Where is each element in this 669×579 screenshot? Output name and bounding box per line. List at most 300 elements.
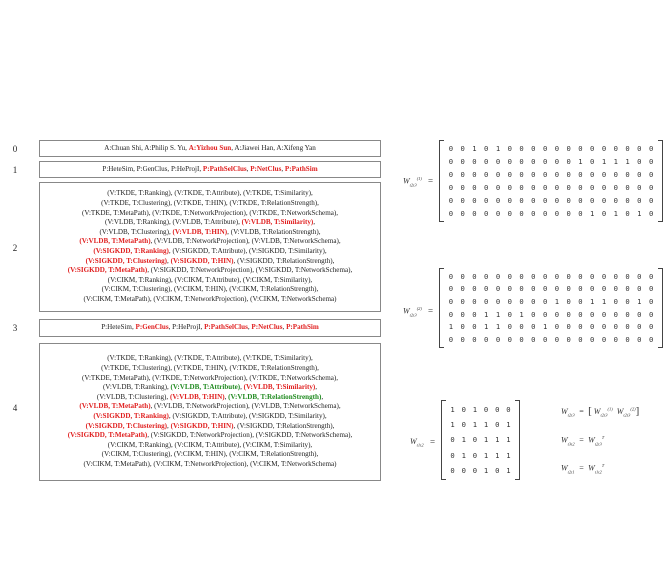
matrix-cell: 0 bbox=[460, 182, 465, 192]
matrix-cell: 0 bbox=[648, 271, 654, 281]
matrix-cell: 0 bbox=[542, 143, 548, 153]
highlighted-term: (V:SIGKDD, T:MetaPath) bbox=[67, 266, 148, 275]
text-line bbox=[43, 383, 377, 393]
matrix-cell: 0 bbox=[460, 143, 465, 153]
matrix-cell: 0 bbox=[637, 335, 642, 345]
matrix-cell: 0 bbox=[578, 322, 583, 332]
matrix-cell: 0 bbox=[648, 335, 654, 345]
matrix-cell: 0 bbox=[448, 195, 454, 205]
matrix-cell: 0 bbox=[625, 208, 630, 218]
matrix-cell: 0 bbox=[566, 297, 571, 307]
matrix-cell: 0 bbox=[637, 169, 642, 179]
matrix-cell: 0 bbox=[460, 156, 465, 166]
matrix-cell: 0 bbox=[637, 284, 642, 294]
matrix-cell: 0 bbox=[590, 309, 595, 319]
matrix-cell: 0 bbox=[519, 284, 524, 294]
matrix-cell: 0 bbox=[578, 143, 583, 153]
relation-1: $W_{t2t3}$ = [ $W_{t2t3}^{(1)}$ $W_{t2t3}^{(2)}$] bbox=[561, 405, 640, 418]
highlighted-term: (V:SIGKDD, T:HIN) bbox=[170, 256, 234, 265]
highlighted-term: (V:VLDB, T:Similarity) bbox=[241, 218, 314, 227]
text-line bbox=[43, 393, 377, 403]
row-box-0 bbox=[39, 140, 381, 157]
equals-sign: = bbox=[428, 306, 434, 316]
matrix-cell: 0 bbox=[637, 156, 642, 166]
matrix-cell: 0 bbox=[590, 284, 595, 294]
matrix-cell: 0 bbox=[542, 309, 548, 319]
matrix-cell: 0 bbox=[590, 335, 595, 345]
term-text: , bbox=[246, 164, 251, 173]
matrix-cell: 0 bbox=[495, 465, 500, 475]
matrix-left-bracket bbox=[439, 140, 444, 222]
matrix-cell: 0 bbox=[507, 156, 512, 166]
matrix-cell: 0 bbox=[648, 322, 654, 332]
matrix-cell: 0 bbox=[601, 182, 607, 192]
matrix-cell: 0 bbox=[542, 297, 548, 307]
text-line bbox=[43, 285, 377, 295]
matrix-cell: 0 bbox=[648, 143, 654, 153]
matrix-cell: 0 bbox=[531, 297, 536, 307]
highlighted-term: P:PathSelClus bbox=[202, 164, 247, 173]
matrix-cell: 0 bbox=[625, 143, 630, 153]
matrix-cell: 0 bbox=[460, 195, 465, 205]
matrix-cell: 0 bbox=[542, 156, 548, 166]
row-index-2: 2 bbox=[12, 243, 18, 253]
matrix-cell: 0 bbox=[461, 420, 466, 430]
matrix-right-bracket bbox=[515, 400, 520, 480]
term-text: (V:CIKM, T:Ranking), (V:CIKM, T:Attribute), (V:CIKM, T:Similarity), bbox=[107, 440, 313, 449]
term-text: , bbox=[167, 256, 171, 265]
term-text: , (V:VLDB, T:NetworkProjection), (V:VLDB, T:NetworkSchema), bbox=[150, 402, 341, 411]
matrix-cell: 0 bbox=[519, 143, 524, 153]
matrix-cell: 1 bbox=[472, 420, 478, 430]
matrix-cell: 1 bbox=[506, 435, 511, 445]
term-text: , bbox=[315, 383, 318, 392]
matrix-cell: 0 bbox=[484, 284, 489, 294]
matrix-cell: 0 bbox=[472, 182, 477, 192]
matrix-cell: 0 bbox=[648, 309, 654, 319]
text-line bbox=[43, 276, 377, 286]
term-text: (V:TKDE, T:Ranking), (V:TKDE, T:Attribute), (V:TKDE, T:Similarity), bbox=[107, 189, 313, 198]
matrix-cell: 0 bbox=[637, 143, 642, 153]
matrix-cell: 1 bbox=[484, 322, 489, 332]
term-text: A:Chuan Shi, A:Philip S. Yu, bbox=[104, 143, 189, 152]
matrix-cell: 0 bbox=[519, 335, 524, 345]
matrix-left-bracket bbox=[439, 268, 444, 348]
matrix-cell: 1 bbox=[495, 309, 501, 319]
matrix-cell: 0 bbox=[613, 335, 618, 345]
matrix-right-bracket bbox=[658, 268, 663, 348]
matrix-w3-label: $W_{t1t2}$ bbox=[410, 437, 424, 448]
matrix-cell: 0 bbox=[554, 143, 560, 153]
matrix-cell: 0 bbox=[507, 271, 512, 281]
term-text: (V:TKDE, T:MetaPath), (V:TKDE, T:NetworkProjection), (V:TKDE, T:NetworkSchema), bbox=[81, 373, 339, 382]
matrix-cell: 0 bbox=[460, 208, 465, 218]
matrix-cell: 0 bbox=[507, 195, 512, 205]
matrix-cell: 0 bbox=[637, 309, 642, 319]
matrix-cell: 0 bbox=[566, 208, 571, 218]
matrix-cell: 0 bbox=[531, 182, 536, 192]
term-text: P:HeteSim, bbox=[101, 323, 136, 332]
highlighted-term: (V:VLDB, T:MetaPath) bbox=[79, 237, 151, 246]
matrix-w1-label: $W_{t2t3}^{(1)}$ bbox=[403, 176, 422, 188]
matrix-cell: 0 bbox=[566, 309, 571, 319]
highlighted-term: (V:SIGKDD, T:MetaPath) bbox=[67, 431, 148, 440]
matrix-cell: 1 bbox=[483, 420, 489, 430]
text-line bbox=[43, 460, 377, 470]
term-text: (V:CIKM, T:Clustering), (V:CIKM, T:HIN), (V:CIKM, T:RelationStrength), bbox=[101, 285, 319, 294]
matrix-cell: 0 bbox=[542, 182, 548, 192]
text-line bbox=[43, 257, 377, 267]
term-text: (V:TKDE, T:Clustering), (V:TKDE, T:HIN), (V:TKDE, T:RelationStrength), bbox=[101, 199, 319, 208]
matrix-cell: 1 bbox=[637, 208, 642, 218]
matrix-cell: 0 bbox=[448, 156, 454, 166]
term-text: , bbox=[313, 218, 316, 227]
highlighted-term: (V:VLDB, T:Similarity) bbox=[243, 383, 316, 392]
matrix-cell: 1 bbox=[601, 297, 607, 307]
matrix-cell: 0 bbox=[448, 309, 454, 319]
matrix-cell: 0 bbox=[484, 271, 489, 281]
matrix-cell: 0 bbox=[507, 297, 512, 307]
term-text: , A:Jiawei Han, A:Xifeng Yan bbox=[231, 143, 316, 152]
highlighted-term: (V:SIGKDD, T:Ranking) bbox=[93, 247, 169, 255]
matrix-cell: 0 bbox=[578, 335, 583, 345]
matrix-w2-label: $W_{t2t3}^{(2)}$ bbox=[403, 306, 422, 318]
matrix-cell: 0 bbox=[460, 322, 465, 332]
matrix-cell: 1 bbox=[578, 156, 583, 166]
matrix-cell: 0 bbox=[648, 195, 654, 205]
matrix-cell: 0 bbox=[460, 297, 465, 307]
matrix-cell: 0 bbox=[531, 309, 536, 319]
highlighted-term: (V:SIGKDD, T:Clustering) bbox=[85, 421, 168, 430]
matrix-cell: 0 bbox=[601, 169, 607, 179]
term-text: (V:VLDB, T:Ranking), bbox=[102, 383, 171, 392]
matrix-cell: 1 bbox=[448, 322, 454, 332]
term-text: (V:TKDE, T:Clustering), (V:TKDE, T:HIN), (V:TKDE, T:RelationStrength), bbox=[101, 364, 319, 373]
term-text: (V:VLDB, T:Ranking), (V:VLDB, T:Attribute), bbox=[104, 218, 242, 227]
matrix-cell: 0 bbox=[601, 208, 607, 218]
matrix-cell: 0 bbox=[637, 182, 642, 192]
matrix-grid bbox=[445, 270, 657, 346]
matrix-cell: 0 bbox=[613, 322, 618, 332]
matrix-cell: 0 bbox=[601, 322, 607, 332]
matrix-cell: 1 bbox=[519, 309, 524, 319]
matrix-cell: 0 bbox=[495, 297, 501, 307]
text-line bbox=[43, 295, 377, 305]
matrix-cell: 0 bbox=[483, 404, 489, 414]
matrix-cell: 0 bbox=[578, 309, 583, 319]
term-text: , (V:SIGKDD, T:Attribute), (V:SIGKDD, T:Similarity), bbox=[168, 412, 327, 420]
row-box-4 bbox=[39, 343, 381, 481]
matrix-cell: 0 bbox=[590, 271, 595, 281]
matrix-cell: 0 bbox=[554, 156, 560, 166]
highlighted-term: (V:VLDB, T:HIN) bbox=[169, 392, 225, 401]
matrix-cell: 1 bbox=[625, 156, 630, 166]
matrix-cell: 0 bbox=[519, 156, 524, 166]
matrix-cell: 0 bbox=[472, 169, 477, 179]
matrix-w1 bbox=[439, 140, 663, 222]
matrix-cell: 1 bbox=[601, 156, 607, 166]
text-line bbox=[43, 422, 377, 432]
matrix-cell: 0 bbox=[472, 297, 477, 307]
matrix-cell: 0 bbox=[648, 284, 654, 294]
matrix-cell: 0 bbox=[472, 435, 478, 445]
text-line bbox=[43, 237, 377, 247]
text-line bbox=[43, 228, 377, 238]
matrix-cell: 1 bbox=[590, 297, 595, 307]
matrix-cell: 0 bbox=[507, 335, 512, 345]
term-text: , P:HeProjI, bbox=[168, 323, 205, 332]
matrix-cell: 0 bbox=[590, 169, 595, 179]
matrix-cell: 1 bbox=[461, 450, 466, 460]
matrix-cell: 0 bbox=[531, 169, 536, 179]
matrix-cell: 1 bbox=[483, 435, 489, 445]
matrix-cell: 0 bbox=[507, 309, 512, 319]
matrix-cell: 0 bbox=[484, 182, 489, 192]
matrix-cell: 0 bbox=[507, 169, 512, 179]
matrix-cell: 0 bbox=[460, 309, 465, 319]
matrix-cell: 0 bbox=[448, 182, 454, 192]
matrix-cell: 0 bbox=[625, 335, 630, 345]
matrix-cell: 0 bbox=[519, 271, 524, 281]
matrix-cell: 0 bbox=[613, 169, 618, 179]
matrix-cell: 0 bbox=[461, 465, 466, 475]
matrix-cell: 1 bbox=[472, 404, 478, 414]
highlighted-term: P:PathSelClus bbox=[204, 323, 248, 332]
matrix-cell: 0 bbox=[507, 322, 512, 332]
matrix-right-bracket bbox=[658, 140, 663, 222]
matrix-cell: 0 bbox=[554, 169, 560, 179]
matrix-cell: 0 bbox=[625, 284, 630, 294]
matrix-cell: 0 bbox=[450, 435, 455, 445]
matrix-w2 bbox=[439, 268, 663, 348]
matrix-cell: 0 bbox=[507, 143, 512, 153]
matrix-cell: 0 bbox=[625, 182, 630, 192]
text-line bbox=[43, 247, 377, 257]
matrix-cell: 1 bbox=[590, 208, 595, 218]
term-text: , bbox=[247, 323, 252, 332]
matrix-cell: 0 bbox=[460, 169, 465, 179]
matrix-cell: 0 bbox=[531, 322, 536, 332]
matrix-cell: 0 bbox=[590, 143, 595, 153]
matrix-cell: 0 bbox=[495, 335, 501, 345]
matrix-cell: 0 bbox=[507, 284, 512, 294]
matrix-cell: 1 bbox=[484, 309, 489, 319]
matrix-cell: 0 bbox=[566, 335, 571, 345]
matrix-cell: 0 bbox=[578, 284, 583, 294]
term-text: , bbox=[321, 392, 324, 401]
matrix-cell: 0 bbox=[519, 182, 524, 192]
matrix-cell: 0 bbox=[495, 271, 501, 281]
matrix-cell: 0 bbox=[448, 297, 454, 307]
matrix-cell: 0 bbox=[578, 195, 583, 205]
text-line bbox=[43, 209, 377, 219]
matrix-cell: 0 bbox=[461, 404, 466, 414]
row-index-3: 3 bbox=[12, 323, 18, 333]
matrix-cell: 0 bbox=[484, 208, 489, 218]
matrix-cell: 0 bbox=[601, 195, 607, 205]
matrix-cell: 1 bbox=[461, 435, 466, 445]
matrix-cell: 0 bbox=[554, 195, 560, 205]
term-text: (V:CIKM, T:Ranking), (V:CIKM, T:Attribute), (V:CIKM, T:Similarity), bbox=[107, 275, 313, 284]
highlighted-term: P:PathSim bbox=[284, 164, 318, 173]
term-text: (V:VLDB, T:Clustering), bbox=[96, 392, 170, 401]
matrix-cell: 0 bbox=[507, 182, 512, 192]
text-line bbox=[43, 374, 377, 384]
matrix-cell: 0 bbox=[448, 143, 454, 153]
text-line bbox=[43, 144, 377, 154]
matrix-cell: 0 bbox=[531, 143, 536, 153]
term-text: , (V:SIGKDD, T:RelationStrength), bbox=[233, 256, 335, 265]
matrix-cell: 0 bbox=[472, 450, 478, 460]
matrix-cell: 0 bbox=[519, 195, 524, 205]
matrix-cell: 0 bbox=[448, 169, 454, 179]
matrix-cell: 0 bbox=[590, 156, 595, 166]
text-line bbox=[43, 165, 377, 175]
matrix-cell: 1 bbox=[506, 465, 511, 475]
matrix-cell: 0 bbox=[578, 169, 583, 179]
matrix-cell: 0 bbox=[625, 309, 630, 319]
matrix-cell: 0 bbox=[448, 271, 454, 281]
matrix-cell: 1 bbox=[495, 322, 501, 332]
matrix-cell: 0 bbox=[472, 208, 477, 218]
matrix-cell: 0 bbox=[601, 284, 607, 294]
term-text: , bbox=[281, 164, 285, 173]
matrix-cell: 0 bbox=[472, 465, 478, 475]
matrix-cell: 0 bbox=[531, 156, 536, 166]
matrix-cell: 0 bbox=[648, 297, 654, 307]
matrix-cell: 0 bbox=[625, 271, 630, 281]
matrix-cell: 0 bbox=[625, 169, 630, 179]
term-text: , bbox=[167, 421, 171, 430]
term-text: (V:TKDE, T:Ranking), (V:TKDE, T:Attribute), (V:TKDE, T:Similarity), bbox=[107, 354, 313, 363]
matrix-cell: 0 bbox=[578, 271, 583, 281]
highlighted-term: (V:SIGKDD, T:HIN) bbox=[170, 421, 234, 430]
matrix-cell: 0 bbox=[495, 156, 501, 166]
matrix-cell: 0 bbox=[531, 284, 536, 294]
matrix-cell: 1 bbox=[450, 404, 455, 414]
matrix-cell: 0 bbox=[601, 143, 607, 153]
text-line bbox=[43, 441, 377, 451]
matrix-cell: 0 bbox=[566, 322, 571, 332]
matrix-cell: 0 bbox=[472, 335, 477, 345]
matrix-cell: 0 bbox=[601, 335, 607, 345]
term-text: , bbox=[240, 383, 244, 392]
matrix-cell: 0 bbox=[495, 195, 501, 205]
matrix-cell: 0 bbox=[613, 182, 618, 192]
matrix-cell: 0 bbox=[542, 169, 548, 179]
highlighted-term: A:Yizhou Sun bbox=[188, 143, 232, 152]
matrix-cell: 0 bbox=[566, 143, 571, 153]
row-box-1 bbox=[39, 161, 381, 178]
matrix-cell: 0 bbox=[554, 284, 560, 294]
matrix-cell: 0 bbox=[613, 271, 618, 281]
matrix-cell: 0 bbox=[531, 208, 536, 218]
matrix-cell: 0 bbox=[495, 284, 501, 294]
matrix-cell: 0 bbox=[648, 182, 654, 192]
matrix-cell: 0 bbox=[637, 322, 642, 332]
matrix-cell: 1 bbox=[495, 435, 500, 445]
matrix-cell: 0 bbox=[519, 208, 524, 218]
highlighted-term: P:PathSim bbox=[286, 323, 319, 332]
matrix-cell: 0 bbox=[472, 284, 477, 294]
term-text: (V:CIKM, T:Clustering), (V:CIKM, T:HIN), (V:CIKM, T:RelationStrength), bbox=[101, 450, 319, 459]
term-text: (V:TKDE, T:MetaPath), (V:TKDE, T:NetworkProjection), (V:TKDE, T:NetworkSchema), bbox=[81, 208, 339, 217]
term-text: , bbox=[224, 392, 229, 401]
matrix-cell: 0 bbox=[472, 156, 477, 166]
matrix-cell: 0 bbox=[542, 208, 548, 218]
matrix-cell: 0 bbox=[460, 335, 465, 345]
matrix-cell: 0 bbox=[637, 271, 642, 281]
highlighted-term: (V:SIGKDD, T:Ranking) bbox=[93, 412, 169, 420]
matrix-cell: 0 bbox=[450, 450, 455, 460]
matrix-cell: 0 bbox=[542, 335, 548, 345]
highlighted-term: (V:VLDB, T:MetaPath) bbox=[79, 402, 151, 411]
matrix-cell: 0 bbox=[590, 195, 595, 205]
matrix-cell: 0 bbox=[554, 182, 560, 192]
matrix-cell: 0 bbox=[472, 195, 477, 205]
text-line bbox=[43, 218, 377, 228]
highlighted-term: P:NetClus bbox=[251, 323, 283, 332]
matrix-cell: 0 bbox=[484, 169, 489, 179]
matrix-cell: 1 bbox=[613, 208, 618, 218]
matrix-cell: 1 bbox=[506, 420, 511, 430]
matrix-cell: 0 bbox=[613, 143, 618, 153]
matrix-cell: 0 bbox=[625, 322, 630, 332]
matrix-cell: 0 bbox=[554, 335, 560, 345]
matrix-cell: 1 bbox=[613, 156, 618, 166]
matrix-cell: 0 bbox=[613, 309, 618, 319]
relation-2: $W_{t3t2} = W_{t2t3}^T$ bbox=[561, 435, 605, 447]
matrix-cell: 1 bbox=[554, 297, 560, 307]
highlighted-term: P:NetClus bbox=[250, 164, 282, 173]
term-text: , (V:VLDB, T:RelationStrength), bbox=[227, 227, 321, 236]
matrix-cell: 1 bbox=[483, 450, 489, 460]
matrix-cell: 0 bbox=[625, 195, 630, 205]
matrix-cell: 0 bbox=[578, 297, 583, 307]
matrix-cell: 0 bbox=[554, 271, 560, 281]
matrix-cell: 0 bbox=[531, 195, 536, 205]
term-text: (V:VLDB, T:Clustering), bbox=[99, 227, 173, 236]
highlighted-term: (V:VLDB, T:RelationStrength) bbox=[228, 392, 322, 401]
text-line bbox=[43, 402, 377, 412]
matrix-cell: 0 bbox=[484, 195, 489, 205]
matrix-cell: 0 bbox=[601, 271, 607, 281]
matrix-cell: 0 bbox=[450, 465, 455, 475]
matrix-cell: 1 bbox=[450, 420, 455, 430]
matrix-cell: 0 bbox=[495, 208, 501, 218]
matrix-cell: 0 bbox=[637, 195, 642, 205]
text-line bbox=[43, 412, 377, 422]
matrix-cell: 0 bbox=[578, 208, 583, 218]
row-box-3 bbox=[39, 319, 381, 337]
equals-sign: = bbox=[430, 437, 436, 447]
matrix-cell: 0 bbox=[542, 195, 548, 205]
term-text: (V:CIKM, T:MetaPath), (V:CIKM, T:NetworkProjection), (V:CIKM, T:NetworkSchema) bbox=[83, 459, 337, 468]
matrix-cell: 0 bbox=[613, 195, 618, 205]
matrix-cell: 0 bbox=[519, 297, 524, 307]
matrix-cell: 0 bbox=[460, 271, 465, 281]
matrix-cell: 0 bbox=[495, 404, 500, 414]
matrix-cell: 0 bbox=[495, 182, 501, 192]
term-text: , (V:SIGKDD, T:NetworkProjection), (V:SIGKDD, T:NetworkSchema), bbox=[147, 431, 353, 440]
matrix-cell: 1 bbox=[637, 297, 642, 307]
relation-3: $W_{t2t1} = W_{t1t2}^T$ bbox=[561, 463, 605, 475]
matrix-cell: 1 bbox=[495, 143, 501, 153]
row-index-1: 1 bbox=[12, 165, 18, 175]
term-text: P:HeteSim, P:GenClus, P:HeProjI, bbox=[102, 164, 203, 173]
matrix-cell: 0 bbox=[578, 182, 583, 192]
matrix-grid bbox=[445, 142, 657, 220]
